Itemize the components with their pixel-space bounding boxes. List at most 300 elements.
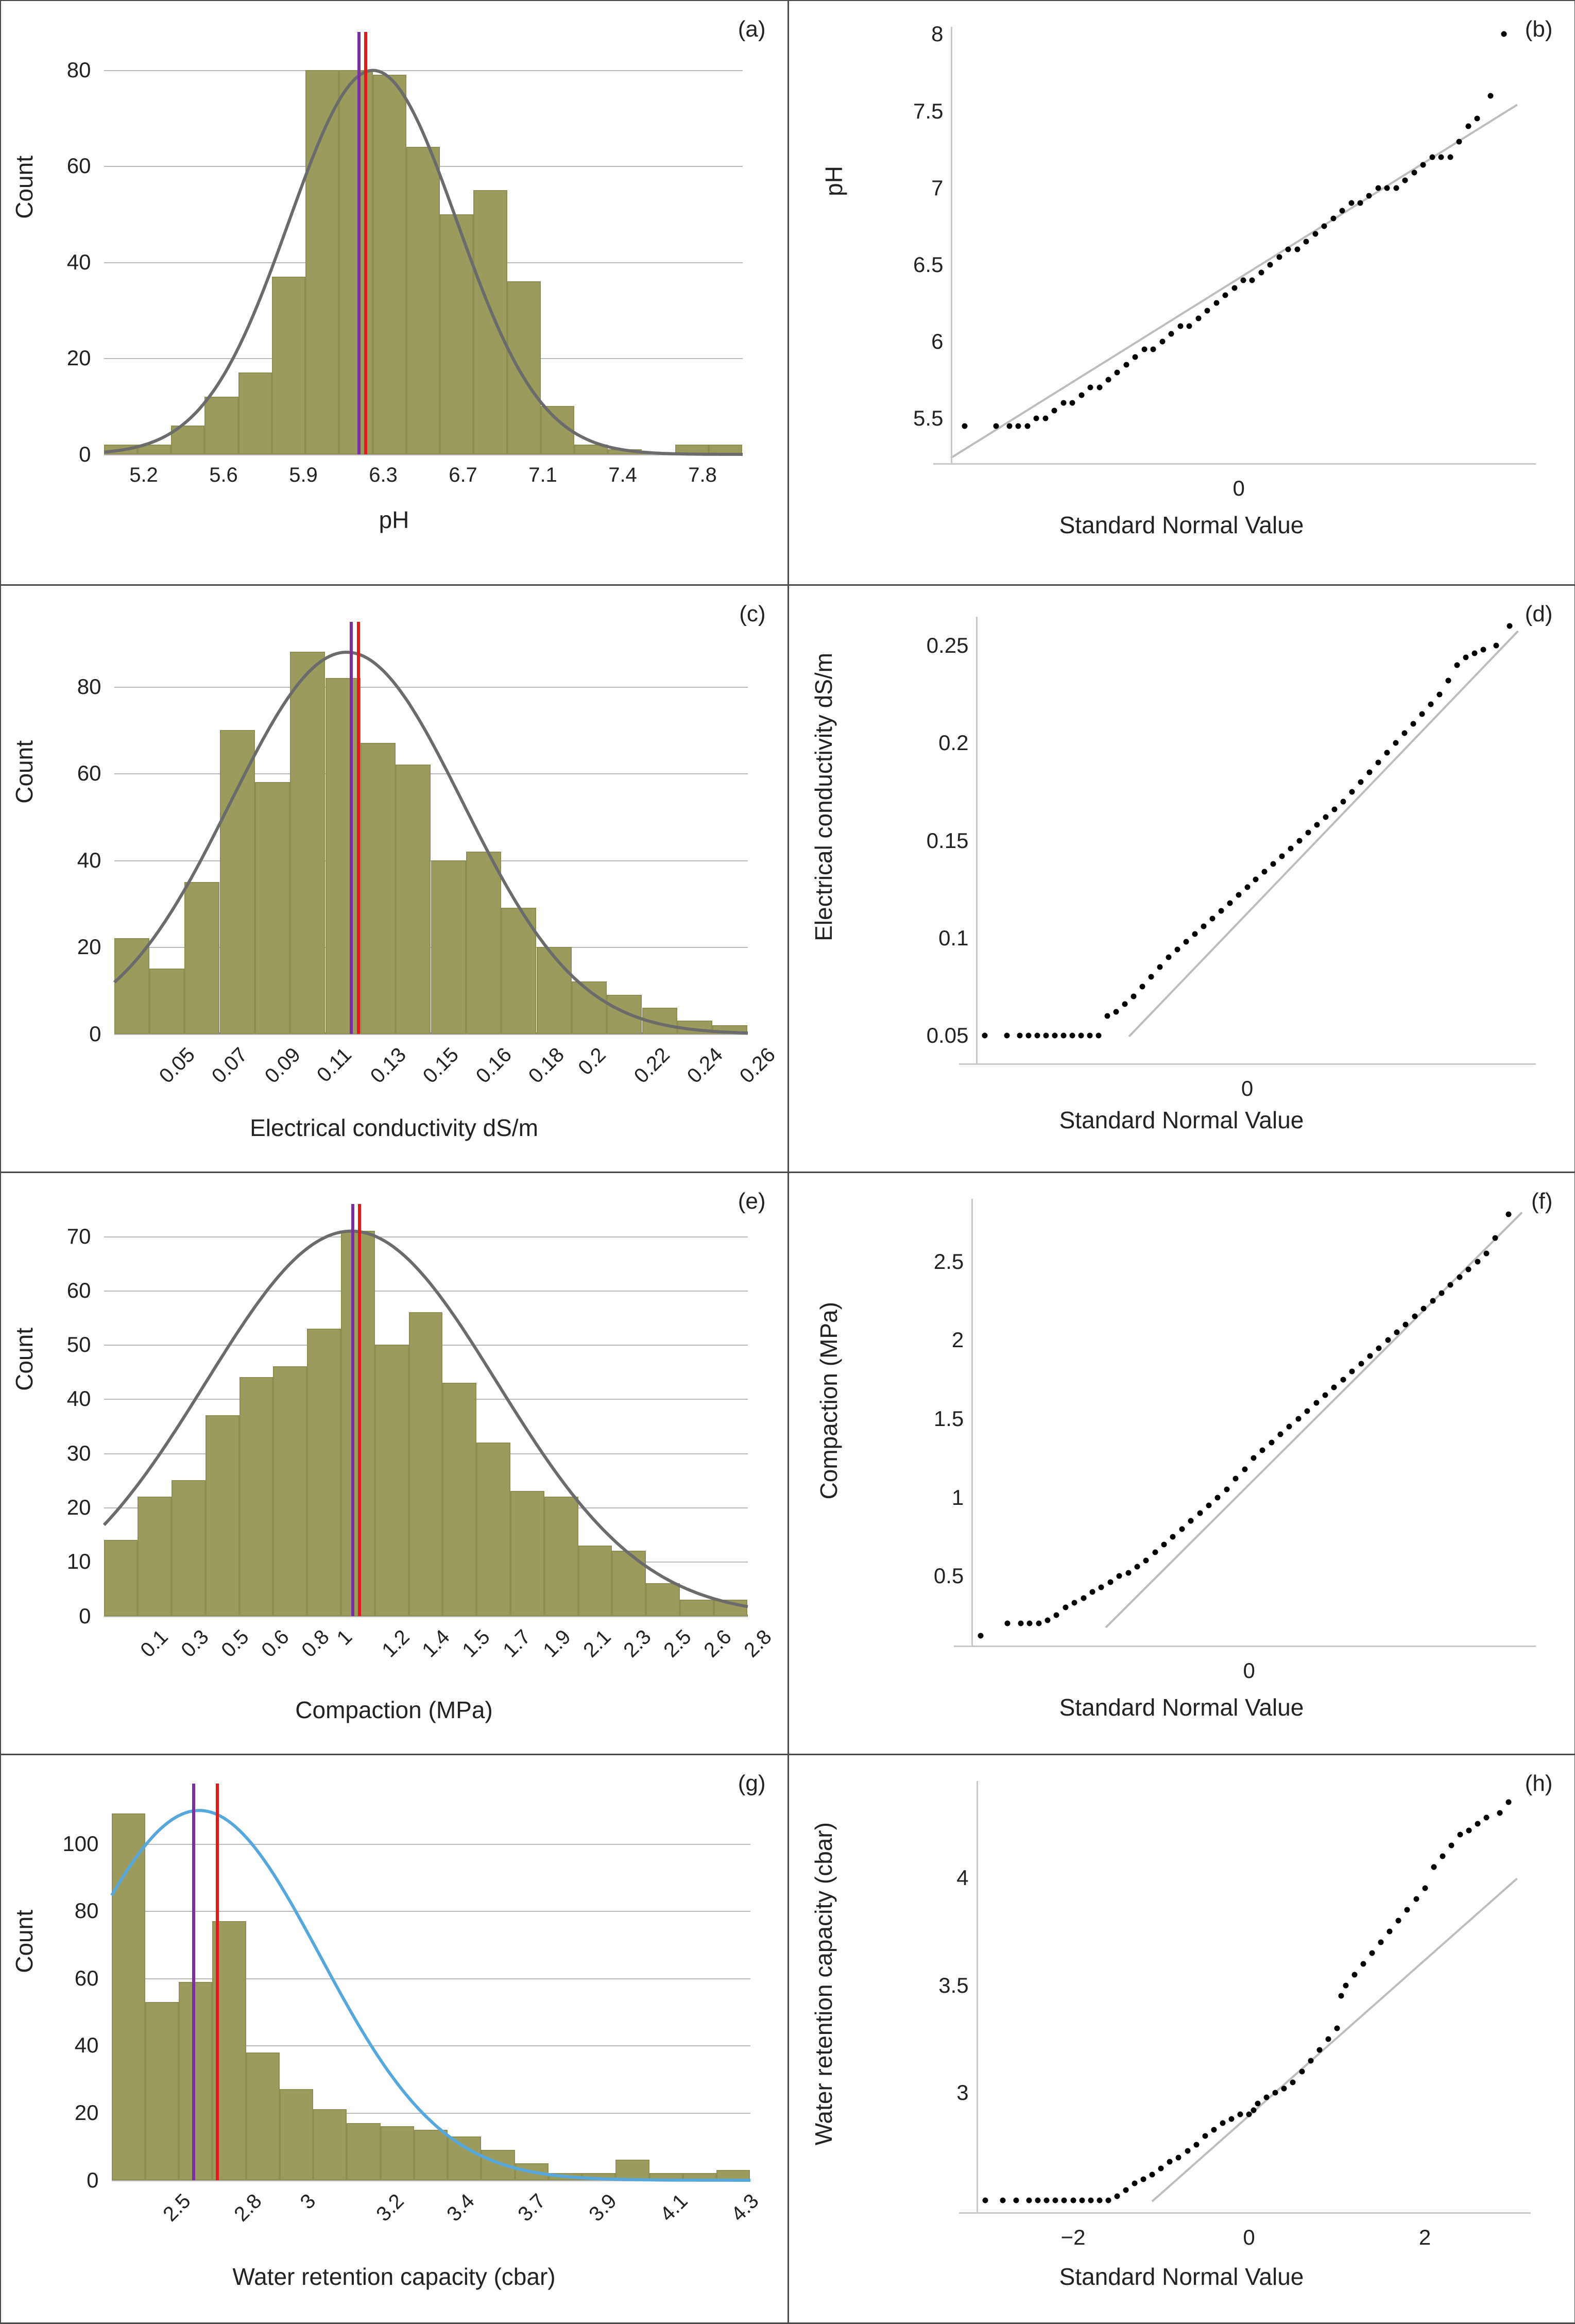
- data-point: [1209, 915, 1215, 921]
- data-point: [993, 423, 999, 429]
- data-point: [1096, 1032, 1102, 1038]
- data-point: [1428, 701, 1433, 707]
- data-point: [1312, 231, 1318, 237]
- y-tick-label: 20: [29, 1495, 91, 1520]
- data-point: [1042, 416, 1048, 421]
- data-point: [1072, 1600, 1077, 1606]
- data-point: [1089, 1589, 1095, 1594]
- y-tick-label: 0.5: [861, 1564, 964, 1588]
- data-point: [1201, 923, 1206, 929]
- x-tick-label: 2.1: [579, 1625, 615, 1662]
- y-tick-label: 60: [29, 154, 91, 178]
- data-point: [1179, 1526, 1185, 1532]
- data-point: [1215, 1495, 1221, 1500]
- gridline: [104, 1616, 748, 1617]
- data-point: [1062, 2198, 1067, 2203]
- y-tick-label: 40: [29, 1386, 91, 1411]
- data-point: [1351, 1972, 1357, 1977]
- panel-g-ylabel: Count: [10, 1910, 38, 1973]
- data-point: [1278, 1432, 1283, 1437]
- data-point: [1484, 1814, 1490, 1820]
- data-point: [1322, 224, 1327, 229]
- panel-h: [788, 1754, 1575, 2324]
- panel-c-plot: [114, 622, 748, 1034]
- x-axis-line: [933, 463, 1536, 465]
- data-point: [1087, 1032, 1093, 1038]
- data-point: [1253, 877, 1259, 883]
- data-point: [1332, 806, 1338, 812]
- panel-h-plot: [959, 1781, 1531, 2214]
- data-point: [1286, 246, 1291, 252]
- data-point: [1117, 1573, 1122, 1579]
- x-tick-label: 4.3: [727, 2190, 763, 2226]
- data-point: [1412, 1314, 1417, 1319]
- data-point: [1123, 362, 1129, 367]
- panel-h-xlabel: Standard Normal Value: [789, 2263, 1574, 2291]
- mean-line: [357, 32, 361, 454]
- panel-d-plot: [959, 617, 1536, 1065]
- data-point: [1343, 1982, 1348, 1988]
- data-point: [1308, 2058, 1313, 2063]
- data-point: [1465, 124, 1471, 129]
- data-point: [1385, 1337, 1391, 1343]
- x-tick-label: 7.4: [608, 464, 637, 487]
- y-tick-label: 40: [40, 848, 101, 873]
- panel-label-d: (d): [1525, 601, 1553, 627]
- y-tick-label: 2: [861, 1328, 964, 1352]
- data-point: [1045, 1617, 1051, 1623]
- data-point: [1139, 984, 1145, 990]
- data-point: [1027, 1620, 1033, 1626]
- y-tick-label: 7.5: [840, 99, 943, 124]
- y-tick-label: 60: [29, 1278, 91, 1303]
- y-tick-label: 7: [840, 176, 943, 200]
- data-point: [1394, 1329, 1400, 1335]
- data-point: [1251, 2107, 1256, 2113]
- data-point: [1233, 1475, 1239, 1481]
- data-point: [1288, 845, 1294, 851]
- data-point: [1436, 691, 1442, 697]
- data-point: [1097, 2198, 1102, 2203]
- data-point: [1166, 955, 1171, 960]
- data-point: [1290, 2079, 1296, 2085]
- data-point: [1131, 994, 1136, 999]
- data-point: [1387, 1929, 1393, 1935]
- data-point: [1249, 277, 1255, 283]
- data-point: [1358, 1361, 1364, 1367]
- data-point: [1430, 1298, 1435, 1303]
- panel-f-plot: [954, 1199, 1536, 1647]
- reference-line: [1152, 1878, 1518, 2202]
- x-tick-label: 4.1: [656, 2190, 692, 2226]
- y-tick-label: 100: [37, 1831, 99, 1856]
- data-point: [1440, 1853, 1445, 1859]
- y-axis-line: [951, 27, 952, 465]
- data-point: [1494, 643, 1499, 649]
- data-point: [1271, 861, 1276, 867]
- y-tick-label: 0: [29, 442, 91, 467]
- x-tick-label: 3.2: [372, 2190, 408, 2226]
- data-point: [1262, 869, 1268, 875]
- y-tick-label: 6: [840, 329, 943, 354]
- data-point: [1480, 647, 1486, 652]
- data-point: [1148, 974, 1154, 980]
- data-point: [1410, 721, 1416, 726]
- data-point: [1078, 1032, 1084, 1038]
- data-point: [1454, 663, 1460, 668]
- x-tick-label: 1.9: [539, 1625, 575, 1662]
- data-point: [1236, 892, 1241, 898]
- x-tick-label: 0.05: [155, 1043, 200, 1088]
- data-point: [1402, 177, 1408, 183]
- data-point: [1331, 1384, 1337, 1390]
- data-point: [1439, 1290, 1444, 1296]
- data-point: [1176, 2155, 1182, 2160]
- y-tick-label: 3: [866, 2080, 969, 2105]
- data-point: [1004, 1620, 1010, 1626]
- y-tick-label: 60: [37, 1966, 99, 1991]
- data-point: [1224, 1487, 1229, 1492]
- panel-label-e: (e): [738, 1189, 766, 1214]
- x-tick-label: 0.13: [366, 1043, 411, 1088]
- y-tick-label: 20: [40, 935, 101, 959]
- data-point: [1115, 369, 1120, 375]
- data-point: [962, 423, 967, 429]
- x-tick-label: 5.9: [289, 464, 318, 487]
- data-point: [1295, 1416, 1301, 1421]
- data-point: [1183, 939, 1189, 945]
- data-point: [1349, 1369, 1355, 1375]
- data-point: [1141, 346, 1147, 352]
- data-point: [1255, 2101, 1261, 2107]
- x-tick-label: 2.6: [699, 1625, 736, 1662]
- data-point: [1054, 1613, 1059, 1618]
- data-point: [1287, 1424, 1292, 1430]
- data-point: [1026, 1032, 1032, 1038]
- x-tick-label: 0.1: [136, 1625, 173, 1662]
- data-point: [1305, 1408, 1310, 1414]
- data-point: [1035, 2198, 1041, 2203]
- data-point: [1367, 1353, 1373, 1359]
- data-point: [1358, 779, 1364, 785]
- data-point: [1197, 1511, 1203, 1516]
- data-point: [1297, 838, 1303, 843]
- panel-label-a: (a): [738, 16, 766, 42]
- x-tick-label: 0.16: [472, 1043, 517, 1088]
- x-tick-label: 1.2: [378, 1625, 414, 1662]
- x-tick-label: 0: [1243, 2225, 1255, 2250]
- panel-d: [788, 584, 1575, 1173]
- data-point: [1152, 1550, 1158, 1555]
- data-point: [1497, 1810, 1502, 1816]
- data-point: [1211, 2127, 1217, 2132]
- data-point: [1036, 1620, 1041, 1626]
- normal-curve: [114, 622, 748, 1034]
- x-tick-label: 2.5: [159, 2190, 196, 2226]
- data-point: [1188, 1518, 1194, 1524]
- data-point: [1447, 155, 1453, 160]
- x-tick-label: 7.8: [688, 464, 717, 487]
- y-tick-label: 0.1: [865, 926, 968, 951]
- x-tick-label: 0.22: [630, 1043, 675, 1088]
- panel-g: [0, 1754, 789, 2324]
- data-point: [1340, 1377, 1346, 1382]
- panel-a: [0, 0, 789, 586]
- panel-g-plot: [112, 1784, 750, 2180]
- data-point: [1313, 1400, 1319, 1406]
- data-point: [1330, 216, 1336, 222]
- median-line: [358, 1204, 361, 1616]
- data-point: [1384, 750, 1390, 756]
- data-point: [1106, 377, 1111, 383]
- data-point: [1506, 623, 1512, 629]
- data-point: [1268, 262, 1273, 267]
- x-axis-line: [959, 1063, 1536, 1065]
- data-point: [1043, 1032, 1049, 1038]
- panel-f-ylabel: Compaction (MPa): [815, 1302, 843, 1499]
- median-line: [357, 622, 360, 1034]
- y-tick-label: 10: [29, 1549, 91, 1574]
- data-point: [1421, 1306, 1427, 1312]
- median-line: [364, 32, 367, 454]
- data-point: [1475, 1821, 1481, 1827]
- data-point: [1000, 2198, 1005, 2203]
- data-point: [1457, 1831, 1463, 1837]
- data-point: [1079, 2198, 1085, 2203]
- data-point: [1223, 293, 1228, 298]
- x-tick-label: 6.3: [369, 464, 398, 487]
- data-point: [1158, 2165, 1164, 2171]
- data-point: [1325, 2036, 1331, 2042]
- x-tick-label: 0.6: [257, 1625, 294, 1662]
- panel-e-plot: [104, 1204, 748, 1616]
- data-point: [1004, 1032, 1009, 1038]
- x-tick-label: 3.7: [513, 2190, 550, 2226]
- data-point: [1258, 269, 1264, 275]
- panel-f: [788, 1172, 1575, 1755]
- x-tick-label: 3: [296, 2190, 320, 2214]
- data-point: [1078, 393, 1084, 398]
- data-point: [1304, 239, 1309, 245]
- y-tick-label: 0: [40, 1022, 101, 1046]
- reference-line: [1128, 631, 1519, 1038]
- y-tick-label: 4: [866, 1865, 969, 1890]
- data-point: [1396, 1918, 1401, 1924]
- y-axis-line: [977, 1781, 978, 2214]
- data-point: [1281, 2086, 1287, 2092]
- y-tick-label: 0.15: [865, 828, 968, 853]
- y-tick-label: 80: [40, 674, 101, 699]
- data-point: [1474, 116, 1480, 122]
- mean-line: [351, 1204, 354, 1616]
- data-point: [1466, 1266, 1471, 1272]
- x-tick-label: 2.5: [659, 1625, 696, 1662]
- panel-e: [0, 1172, 789, 1755]
- data-point: [1306, 830, 1311, 836]
- x-tick-label: 0.2: [574, 1043, 610, 1080]
- data-point: [1401, 731, 1407, 736]
- data-point: [1052, 408, 1057, 414]
- data-point: [1369, 1950, 1375, 1956]
- x-tick-label: 0.8: [297, 1625, 334, 1662]
- x-tick-label: 1: [333, 1625, 357, 1650]
- y-axis-line: [976, 617, 978, 1065]
- gridline: [114, 1034, 748, 1035]
- normal-curve: [104, 32, 743, 454]
- data-point: [1448, 1842, 1454, 1848]
- data-point: [1185, 2148, 1190, 2154]
- data-point: [1501, 31, 1507, 37]
- data-point: [1273, 2090, 1278, 2096]
- data-point: [1269, 1439, 1274, 1445]
- panel-b: [788, 0, 1575, 586]
- data-point: [1264, 2094, 1270, 2100]
- x-tick-label: 0: [1243, 1658, 1255, 1683]
- y-tick-label: 0.25: [865, 633, 968, 658]
- x-tick-label: 5.6: [209, 464, 238, 487]
- panel-label-b: (b): [1525, 16, 1553, 42]
- panel-b-ylabel: pH: [820, 166, 848, 196]
- mean-line: [350, 622, 353, 1034]
- x-tick-label: 0.09: [261, 1043, 305, 1088]
- x-tick-label: 0: [1241, 1076, 1253, 1101]
- data-point: [1044, 2198, 1050, 2203]
- data-point: [1349, 789, 1355, 794]
- data-point: [1202, 2133, 1208, 2139]
- data-point: [1125, 1570, 1131, 1576]
- panel-b-plot: [933, 27, 1536, 465]
- y-tick-label: 0: [37, 2168, 99, 2193]
- data-point: [1013, 2198, 1019, 2203]
- data-point: [1133, 354, 1138, 360]
- data-point: [1294, 246, 1300, 252]
- panel-label-g: (g): [738, 1771, 766, 1796]
- data-point: [1413, 1896, 1419, 1902]
- x-tick-label: −2: [1061, 2225, 1086, 2250]
- data-point: [1134, 1564, 1140, 1569]
- data-point: [1174, 947, 1180, 953]
- x-tick-label: 6.7: [449, 464, 477, 487]
- reference-line: [1105, 1212, 1523, 1629]
- x-tick-label: 7.1: [528, 464, 557, 487]
- y-tick-label: 2.5: [861, 1249, 964, 1274]
- x-axis-line: [959, 2212, 1531, 2214]
- data-point: [1483, 1251, 1489, 1257]
- panel-a-xlabel: pH: [1, 506, 788, 534]
- y-tick-label: 40: [29, 250, 91, 275]
- data-point: [1070, 1032, 1075, 1038]
- data-point: [1323, 815, 1329, 820]
- x-tick-label: 0.24: [683, 1043, 728, 1088]
- data-point: [1457, 1275, 1462, 1280]
- data-point: [1431, 1864, 1436, 1870]
- data-point: [1157, 964, 1162, 970]
- data-point: [1475, 1259, 1480, 1264]
- data-point: [1506, 1212, 1512, 1217]
- data-point: [1488, 93, 1494, 98]
- data-point: [1341, 799, 1346, 804]
- data-point: [1493, 1235, 1498, 1241]
- data-point: [1097, 385, 1102, 391]
- data-point: [1105, 2198, 1111, 2203]
- y-tick-label: 0.05: [865, 1023, 968, 1048]
- x-tick-label: 0.26: [735, 1043, 780, 1088]
- data-point: [1017, 1032, 1023, 1038]
- data-point: [1061, 1032, 1067, 1038]
- data-point: [1081, 1595, 1086, 1601]
- y-axis-line: [971, 1199, 973, 1647]
- panel-f-xlabel: Standard Normal Value: [789, 1693, 1574, 1721]
- y-tick-label: 1.5: [861, 1406, 964, 1431]
- data-point: [1505, 1800, 1511, 1805]
- data-point: [1378, 1939, 1384, 1945]
- panel-label-f: (f): [1531, 1189, 1553, 1214]
- data-point: [1195, 316, 1201, 321]
- x-tick-label: 3.4: [443, 2190, 480, 2226]
- data-point: [1405, 1907, 1410, 1913]
- data-point: [1340, 208, 1345, 214]
- panel-g-xlabel: Water retention capacity (cbar): [1, 2263, 788, 2291]
- x-tick-label: 3.9: [585, 2190, 621, 2226]
- data-point: [1107, 1580, 1113, 1585]
- data-point: [1251, 1455, 1256, 1461]
- panel-label-h: (h): [1525, 1771, 1553, 1796]
- x-tick-label: 1.5: [458, 1625, 495, 1662]
- data-point: [1132, 2180, 1138, 2186]
- panel-c-xlabel: Electrical conductivity dS/m: [1, 1114, 788, 1142]
- data-point: [1159, 338, 1165, 344]
- data-point: [1316, 2047, 1322, 2052]
- y-tick-label: 6.5: [840, 252, 943, 277]
- data-point: [1393, 740, 1398, 746]
- data-point: [1448, 1282, 1453, 1288]
- data-point: [1063, 1605, 1068, 1610]
- normal-curve: [104, 1204, 748, 1616]
- data-point: [1334, 2026, 1340, 2031]
- panel-d-xlabel: Standard Normal Value: [789, 1106, 1574, 1134]
- x-tick-label: 1.4: [418, 1625, 455, 1662]
- data-point: [1420, 162, 1426, 167]
- data-point: [1376, 760, 1381, 766]
- data-point: [1088, 385, 1093, 391]
- data-point: [1411, 169, 1417, 175]
- data-point: [1393, 185, 1399, 191]
- panel-a-ylabel: Count: [10, 156, 38, 219]
- data-point: [1279, 853, 1285, 859]
- data-point: [1439, 155, 1444, 160]
- panel-h-ylabel: Water retention capacity (cbar): [810, 1822, 837, 2145]
- data-point: [1367, 770, 1373, 775]
- x-tick-label: 0.11: [313, 1043, 356, 1087]
- data-point: [1403, 1321, 1409, 1327]
- data-point: [1419, 711, 1425, 717]
- data-point: [1193, 2142, 1199, 2147]
- data-point: [1463, 654, 1468, 660]
- x-tick-label: 0.18: [524, 1043, 569, 1088]
- x-tick-label: 2: [1419, 2225, 1431, 2250]
- panel-a-plot: [104, 32, 743, 454]
- data-point: [982, 2198, 988, 2203]
- y-tick-label: 30: [29, 1441, 91, 1466]
- data-point: [1375, 185, 1381, 191]
- panel-b-xlabel: Standard Normal Value: [789, 511, 1574, 539]
- data-point: [1276, 254, 1282, 260]
- data-point: [1240, 277, 1246, 283]
- y-tick-label: 8: [840, 22, 943, 46]
- data-point: [1231, 285, 1237, 291]
- data-point: [1471, 651, 1477, 656]
- data-point: [1060, 400, 1066, 406]
